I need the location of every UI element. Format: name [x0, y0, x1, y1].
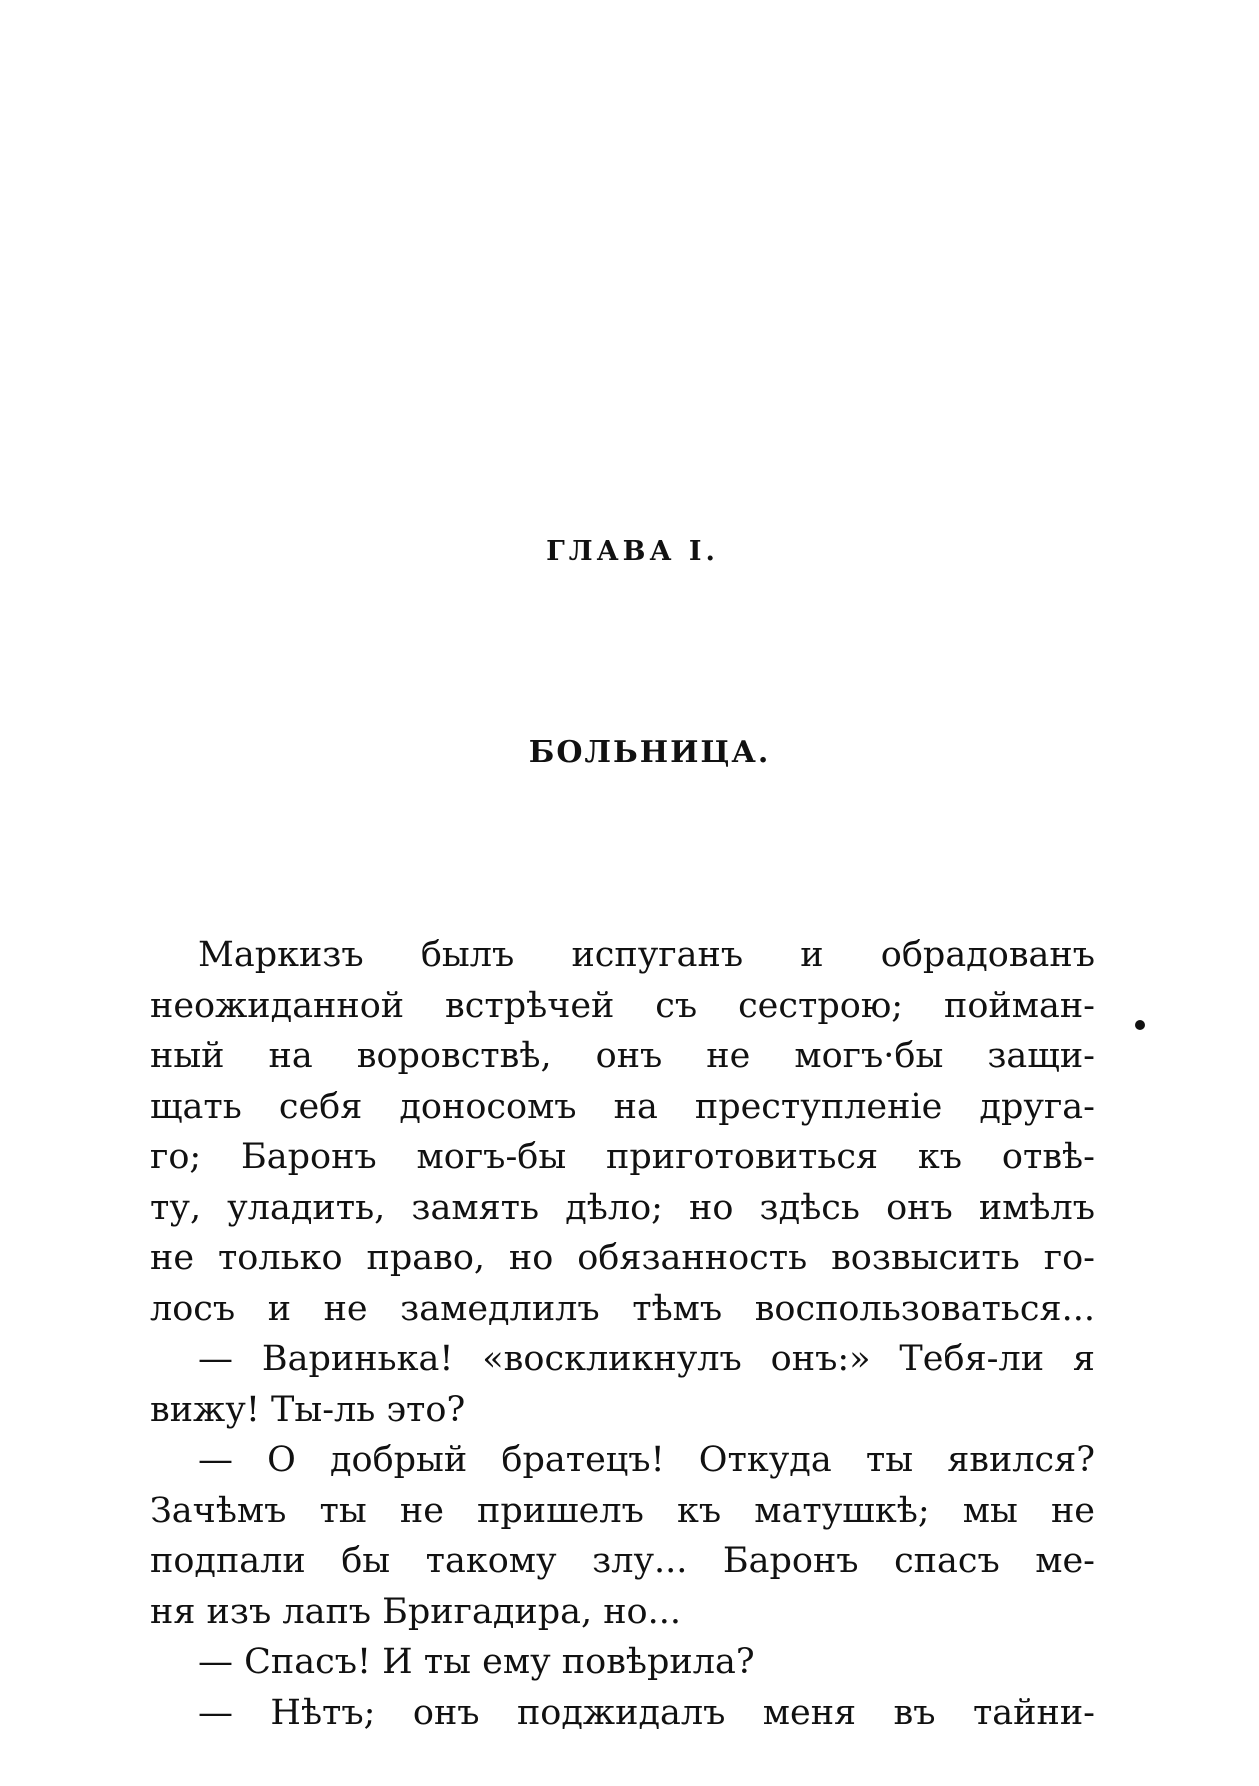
text-line: лосъ и не замедлилъ тѣмъ воспользоваться... — [150, 1288, 1095, 1329]
margin-dot — [1135, 1020, 1145, 1030]
chapter-title: БОЛЬНИЦА. — [528, 735, 771, 770]
text-line: Маркизъ былъ испуганъ и обрадованъ — [198, 935, 1095, 975]
body-text — [150, 930, 1095, 1738]
text-line: — Нѣтъ; онъ поджидалъ меня въ тайни- — [198, 1692, 1095, 1733]
text-line: го; Баронъ могъ-бы приготовиться къ отвѣ- — [150, 1137, 1095, 1177]
text-line: неожиданной встрѣчей съ сестрою; пойман- — [150, 985, 1095, 1026]
text-line: щать себя доносомъ на преступленіе друга- — [150, 1086, 1095, 1127]
text-line: Зачѣмъ ты не пришелъ къ матушкѣ; мы не — [150, 1490, 1095, 1531]
text-line: — Спасъ! И ты ему повѣрила? — [198, 1642, 755, 1682]
text-line: ный на воровствѣ, онъ не могъ·бы защи- — [150, 1036, 1095, 1076]
text-line: вижу! Ты-ль это? — [150, 1389, 466, 1430]
text-line: — О добрый братецъ! Откуда ты явился? — [198, 1440, 1095, 1480]
text-line: подпали бы такому злу... Баронъ спасъ ме- — [150, 1541, 1095, 1581]
text-line: не только право, но обязанность возвысить го- — [150, 1238, 1095, 1278]
text-line: ня изъ лапъ Бригадира, но... — [150, 1591, 681, 1632]
text-line: — Варинька! «воскликнулъ онъ:» Тебя-ли я — [198, 1339, 1095, 1379]
text-line: ту, уладить, замять дѣло; но здѣсь онъ имѣлъ — [150, 1187, 1095, 1228]
chapter-label: ГЛАВА I. — [546, 536, 719, 567]
